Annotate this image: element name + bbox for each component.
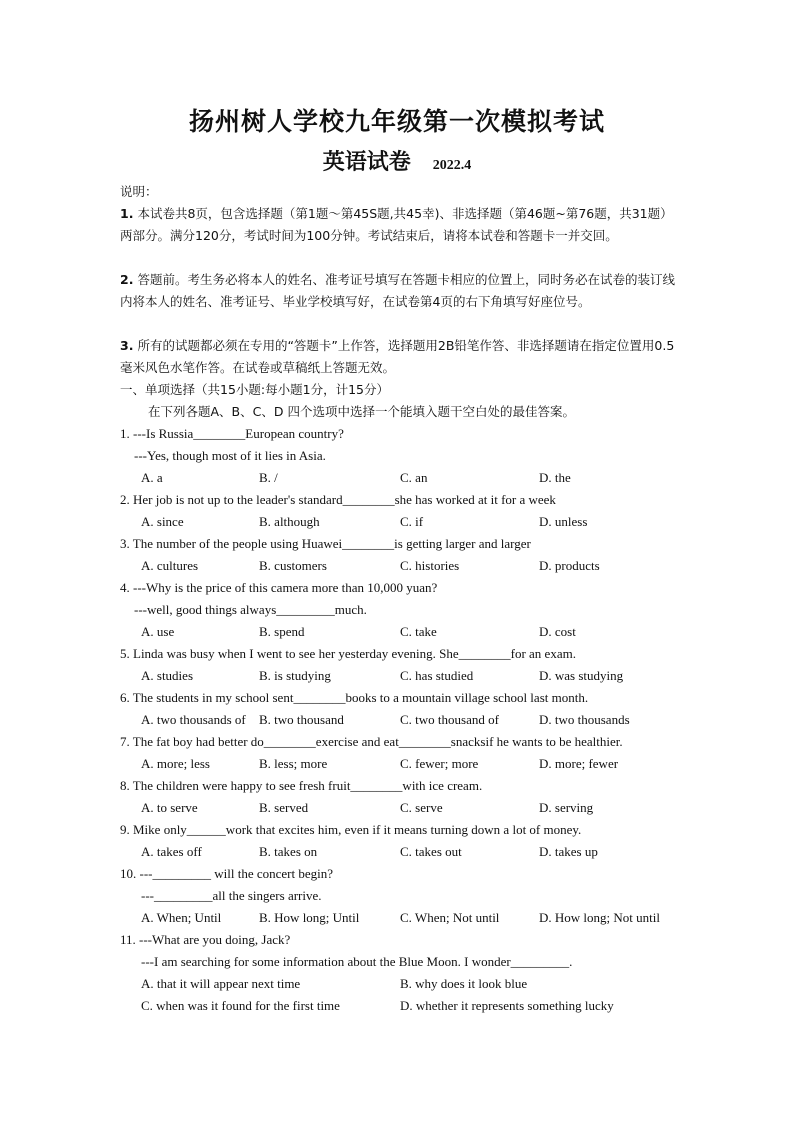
question-stem: 7. The fat boy had better do________exercise and eat________snacksif he wants to be healthier.	[120, 734, 623, 749]
answer-option: C. When; Not until	[400, 910, 500, 925]
answer-option: C. fewer; more	[400, 756, 479, 771]
answer-option: A. that it will appear next time	[141, 976, 301, 991]
answer-option: B. served	[259, 800, 309, 815]
answer-option: C. histories	[400, 558, 460, 573]
exam-subtitle	[0, 145, 794, 176]
answer-option: C. takes out	[400, 844, 462, 859]
answer-option: C. two thousand of	[400, 712, 499, 727]
answer-option: B. two thousand	[259, 712, 344, 727]
section-instruction: 在下列各题A、B、C、D 四个选项中选择一个能填入题干空白处的最佳答案。	[148, 404, 575, 419]
exam-date: 2022.4	[432, 158, 472, 173]
question-stem: 8. The children were happy to see fresh fruit________with ice cream.	[120, 778, 483, 793]
answer-option: A. since	[141, 514, 184, 529]
answer-option: C. if	[400, 514, 424, 529]
answer-option: B. takes on	[259, 844, 318, 859]
subject-title: 英语试卷	[322, 149, 411, 175]
question-dialogue-line: ---Yes, though most of it lies in Asia.	[134, 448, 326, 463]
answer-option: C. when was it found for the first time	[141, 998, 340, 1013]
question-dialogue-line: ---I am searching for some information about the Blue Moon. I wonder_________.	[141, 954, 573, 969]
answer-option: A. two thousands of	[141, 712, 246, 727]
answer-option: B. /	[259, 470, 278, 485]
answer-option: B. How long; Until	[259, 910, 360, 925]
answer-option: A. cultures	[141, 558, 199, 573]
question-stem: 4. ---Why is the price of this camera more than 10,000 yuan?	[120, 580, 438, 595]
notes-heading: 说明：	[120, 184, 158, 199]
note-number: 3.	[120, 338, 134, 353]
answer-option: D. How long; Not until	[539, 910, 660, 925]
answer-option: D. the	[539, 470, 571, 485]
answer-option: D. cost	[539, 624, 576, 639]
answer-option: C. an	[400, 470, 428, 485]
question-stem: 6. The students in my school sent________books to a mountain village school last month.	[120, 690, 589, 705]
question-dialogue-line: ---_________all the singers arrive.	[141, 888, 322, 903]
exam-title: 扬州树人学校九年级第一次模拟考试	[188, 107, 605, 136]
answer-option: B. is studying	[259, 668, 331, 683]
answer-option: C. serve	[400, 800, 443, 815]
answer-option: A. takes off	[141, 844, 202, 859]
note-number: 1.	[120, 206, 134, 221]
answer-option: B. customers	[259, 558, 327, 573]
answer-option: A. use	[141, 624, 175, 639]
answer-option: D. was studying	[539, 668, 624, 683]
answer-option: B. although	[259, 514, 320, 529]
answer-option: D. whether it represents something lucky	[400, 998, 614, 1013]
question-stem: 1. ---Is Russia________European country?	[120, 426, 344, 441]
question-stem: 2. Her job is not up to the leader's standard________she has worked at it for a week	[120, 492, 556, 507]
answer-option: B. spend	[259, 624, 305, 639]
answer-option: B. less; more	[259, 756, 328, 771]
note-text: 本试卷共8页，包含选择题（第1题～第45S题,共45幸)、非选择题（第46题~第76题，共31题）两部分。满分120分，考试时间为100分钟。考试结束后，请将本试卷和答题卡一并交回。	[120, 206, 673, 243]
question-stem: 11. ---What are you doing, Jack?	[120, 932, 291, 947]
question-stem: 3. The number of the people using Huawei________is getting larger and larger	[120, 536, 531, 551]
answer-option: B. why does it look blue	[400, 976, 528, 991]
answer-option: C. has studied	[400, 668, 474, 683]
question-stem: 9. Mike only______work that excites him, even if it means turning down a lot of money.	[120, 822, 582, 837]
answer-option: A. studies	[141, 668, 193, 683]
note-1	[120, 203, 676, 247]
answer-option: D. serving	[539, 800, 594, 815]
note-2	[120, 269, 676, 313]
answer-option: A. more; less	[141, 756, 210, 771]
answer-option: D. unless	[539, 514, 588, 529]
answer-option: D. takes up	[539, 844, 598, 859]
answer-option: A. a	[141, 470, 163, 485]
answer-option: D. more; fewer	[539, 756, 619, 771]
answer-option: D. two thousands	[539, 712, 630, 727]
answer-option: A. to serve	[141, 800, 198, 815]
note-number: 2.	[120, 272, 134, 287]
answer-option: D. products	[539, 558, 600, 573]
question-stem: 5. Linda was busy when I went to see her yesterday evening. She________for an exam.	[120, 646, 576, 661]
note-text: 答题前。考生务必将本人的姓名、准考证号填写在答题卡相应的位置上，同时务必在试卷的装订线内将本人的姓名、准考证号、毕业学校填写好，在试卷第4页的右下角填写好座位号。	[120, 272, 675, 309]
note-text: 所有的试题都必须在专用的“答题卡”上作答，选择题用2B铅笔作答、非选择题请在指定位置用0.5毫米风色水笔作答。在试卷或草稿纸上答题无效。	[120, 338, 675, 375]
note-3	[120, 335, 676, 379]
question-stem: 10. ---_________ will the concert begin?	[120, 866, 333, 881]
answer-option: A. When; Until	[141, 910, 222, 925]
section-title: 一、单项选择（共15小题:每小题1分，计15分）	[120, 382, 389, 397]
answer-option: C. take	[400, 624, 437, 639]
question-dialogue-line: ---well, good things always_________much.	[134, 602, 367, 617]
